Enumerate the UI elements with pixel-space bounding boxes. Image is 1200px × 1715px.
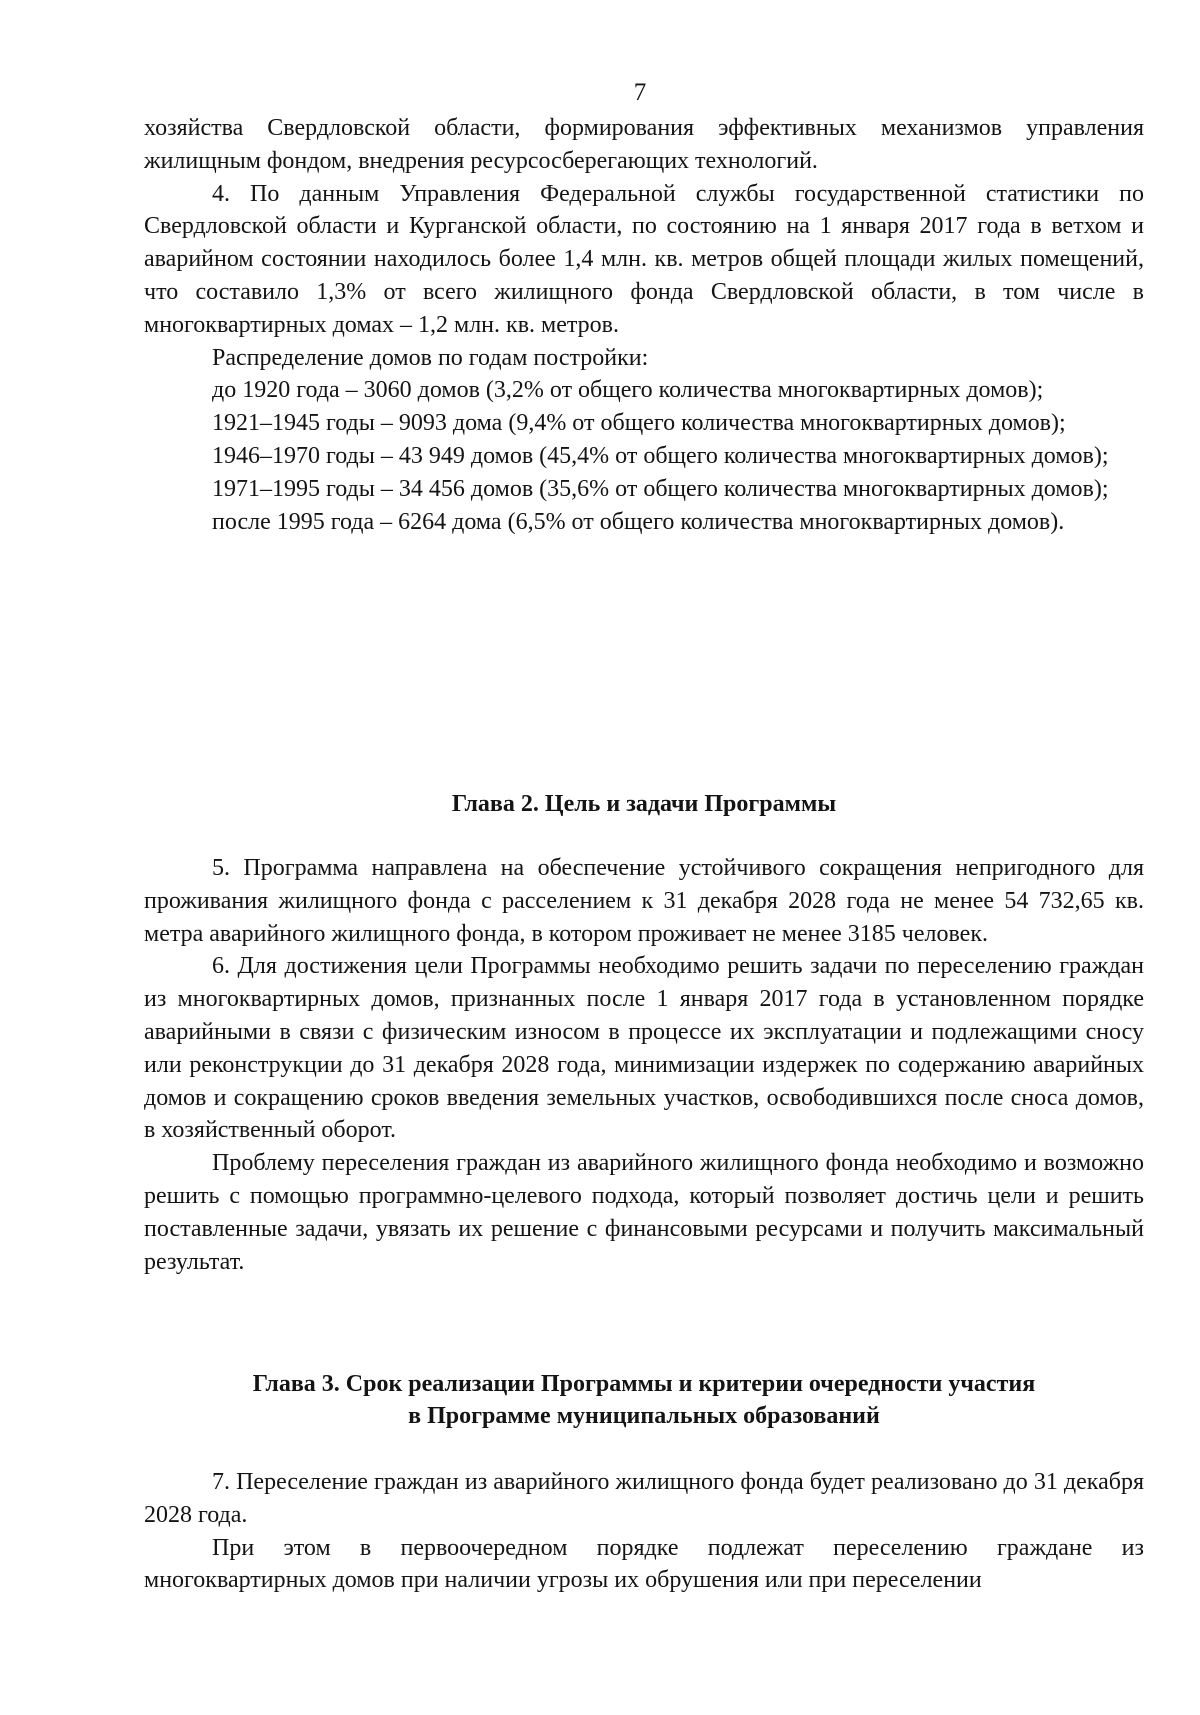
chapter-3-title-line-1: Глава 3. Срок реализации Программы и критерии очередности участия bbox=[252, 1371, 1036, 1397]
paragraph-distribution-intro: Распределение домов по годам постройки: bbox=[212, 344, 649, 371]
list-item-before-1920: до 1920 года – 3060 домов (3,2% от общего количества многоквартирных домов); bbox=[212, 377, 1044, 404]
paragraph-priority: При этом в первоочередном порядке подлежат переселению граждане из многоквартирных домов при наличии угрозы их обрушения или при переселении bbox=[144, 1534, 1144, 1594]
paragraph-continuation: хозяйства Свердловской области, формирования эффективных механизмов управления жилищным фондом, внедрения ресурсосберегающих технологий. bbox=[144, 115, 1144, 174]
paragraph-approach: Проблему переселения граждан из аварийного жилищного фонда необходимо и возможно решить с помощью программно-целевого подхода, который позволяет достичь цели и решить поставленные задачи, увязать их решение с финансовыми ресурсами и получить максимальный результат. bbox=[144, 1150, 1144, 1275]
paragraph-item-4: 4. По данным Управления Федеральной службы государственной статистики по Свердловской области и Курганской области, по состоянию на 1 января 2017 года в ветхом и аварийном состоянии находилось более 1,4 млн. кв. метров общей площади жилых помещений, что составило 1,3% от всего жилищного фонда Свердловской области, в том числе в многоквартирных домах – 1,2 млн. кв. метров. bbox=[144, 180, 1144, 338]
paragraph-item-6: 6. Для достижения цели Программы необходимо решить задачи по переселению граждан из многоквартирных домов, признанных после 1 января 2017 года в установленном порядке аварийными в связи с физическим износом в процессе их эксплуатации и подлежащими сносу или реконструкции до 31 декабря 2028 года, минимизации издержек по содержанию аварийных домов и сокращению сроков введения земельных участков, освободившихся после сноса домов, в хозяйственный оборот. bbox=[144, 953, 1144, 1144]
section-housing-stock bbox=[144, 112, 1144, 538]
list-item-1971-1995: 1971–1995 годы – 34 456 домов (35,6% от общего количества многоквартирных домов); bbox=[212, 475, 1109, 502]
list-item-1946-1970: 1946–1970 годы – 43 949 домов (45,4% от общего количества многоквартирных домов); bbox=[212, 442, 1109, 469]
paragraph-item-5: 5. Программа направлена на обеспечение устойчивого сокращения непригодного для проживания жилищного фонда с расселением к 31 декабря 2028 года не менее 54 732,65 кв. метра аварийного жилищного фонда, в котором проживает не менее 3185 человек. bbox=[144, 855, 1144, 947]
chapter-2-body bbox=[144, 852, 1144, 1278]
chapter-2-title: Глава 2. Цель и задачи Программы bbox=[451, 791, 837, 817]
list-item-after-1995: после 1995 года – 6264 дома (6,5% от общего количества многоквартирных домов). bbox=[212, 508, 1065, 535]
chapter-3-title bbox=[144, 1368, 1144, 1432]
chapter-3-body bbox=[144, 1466, 1144, 1597]
list-item-1921-1945: 1921–1945 годы – 9093 дома (9,4% от общего количества многоквартирных домов); bbox=[212, 410, 1066, 437]
chapter-3-title-line-2: в Программе муниципальных образований bbox=[408, 1403, 880, 1429]
paragraph-item-7: 7. Переселение граждан из аварийного жилищного фонда будет реализовано до 31 декабря 2028 года. bbox=[144, 1469, 1144, 1528]
page-number: 7 bbox=[633, 79, 647, 106]
